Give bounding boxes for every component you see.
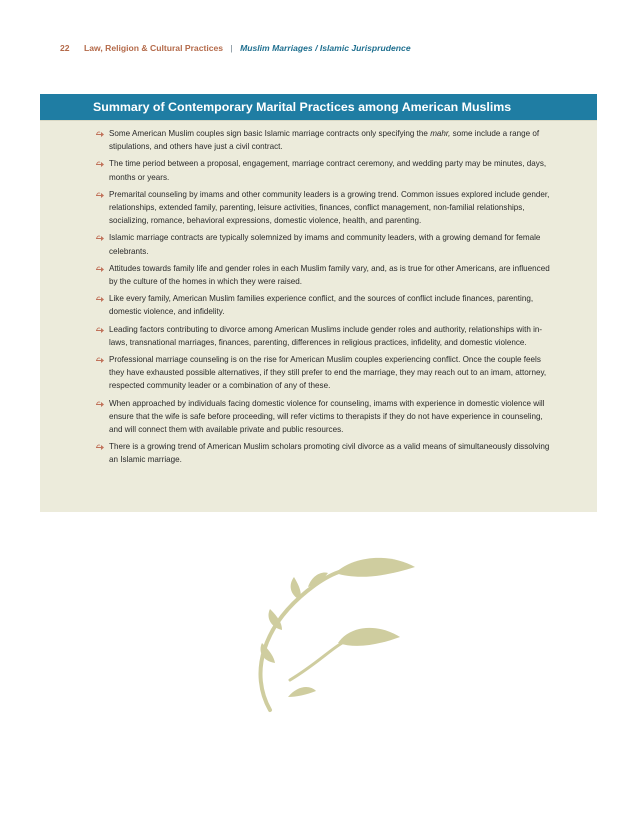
list-item xyxy=(95,323,557,349)
list-item-text: Some American Muslim couples sign basic Islamic marriage contracts only specifying the xyxy=(109,129,431,138)
leaf-arrow-bullet-icon xyxy=(95,188,105,201)
floral-ornament xyxy=(230,545,420,715)
leaf-arrow-bullet-icon xyxy=(95,157,105,170)
list-item-text: Like every family, American Muslim families experience conflict, and the sources of conflict include finances, parenting, domestic violence, and infidelity. xyxy=(109,294,534,317)
list-item xyxy=(95,188,557,228)
list-item-text: Professional marriage counseling is on the rise for American Muslim couples experiencing conflict. Once the couple feels they have exhausted possible alternatives, if they still prefer to end the marriage, they may reach out to an imam, attorney, respected community leader or a combination of any of these. xyxy=(109,355,547,391)
header-subsection: Muslim Marriages / Islamic Jurisprudence xyxy=(240,43,411,53)
header-section: Law, Religion & Cultural Practices xyxy=(83,43,224,53)
summary-box-title: Summary of Contemporary Marital Practices among American Muslims xyxy=(40,94,597,121)
summary-box xyxy=(40,94,597,512)
list-item-text: The time period between a proposal, engagement, marriage contract ceremony, and wedding party may be minutes, days, months or years. xyxy=(109,159,547,182)
list-item-text: Premarital counseling by imams and other community leaders is a growing trend. Common issues explored include gender, relationships, extended family, parenting, leisure activities, finances, conflict management, non-familial relationships, socializing, romance, behavioral expressions, domestic violence, health, and parenting. xyxy=(109,189,550,226)
list-item-emphasis: mahr, xyxy=(430,129,451,138)
leaf-arrow-bullet-icon xyxy=(95,231,105,244)
list-item-text: When approached by individuals facing domestic violence for counseling, imams with experience in domestic violence will ensure that the wife is safe before proceeding, will refer victims to therapists if they do not have experience in counseling, and will connect them with available private and public resources. xyxy=(109,398,545,435)
leaf-arrow-bullet-icon xyxy=(95,440,105,453)
leaf-arrow-bullet-icon xyxy=(95,353,105,366)
list-item xyxy=(95,127,557,153)
leaf-arrow-bullet-icon xyxy=(95,292,105,305)
list-item-text: Leading factors contributing to divorce among American Muslims include gender roles and authority, relationships with in-laws, transnational marriages, finances, parenting, differences in religious practices, infidelity, and domestic violence. xyxy=(109,324,543,347)
list-item xyxy=(95,353,557,393)
page-number: 22 xyxy=(60,43,70,53)
list-item-text: Islamic marriage contracts are typically solemnized by imams and community leaders, with a growing demand for female celebrants. xyxy=(109,233,541,256)
list-item-text: There is a growing trend of American Muslim scholars promoting civil divorce as a valid means of simultaneously dissolving an Islamic marriage. xyxy=(109,442,550,465)
summary-list xyxy=(40,121,597,467)
leaf-arrow-bullet-icon xyxy=(95,397,105,410)
list-item-text-continued: some include a range of stipulations, and others have just a civil contract. xyxy=(109,129,540,152)
list-item xyxy=(95,262,557,288)
list-item-text: Attitudes towards family life and gender roles in each Muslim family vary, and, as is true for other Americans, are influenced by the culture of the homes in which they were raised. xyxy=(109,263,550,287)
header-separator: | xyxy=(230,43,233,53)
list-item xyxy=(95,292,557,318)
leaf-arrow-bullet-icon xyxy=(95,323,105,336)
leaf-arrow-bullet-icon xyxy=(95,262,105,275)
list-item xyxy=(95,440,557,466)
leaf-arrow-bullet-icon xyxy=(95,127,105,140)
list-item xyxy=(95,231,557,257)
list-item xyxy=(95,157,557,183)
list-item xyxy=(95,397,557,437)
running-header xyxy=(60,43,620,53)
